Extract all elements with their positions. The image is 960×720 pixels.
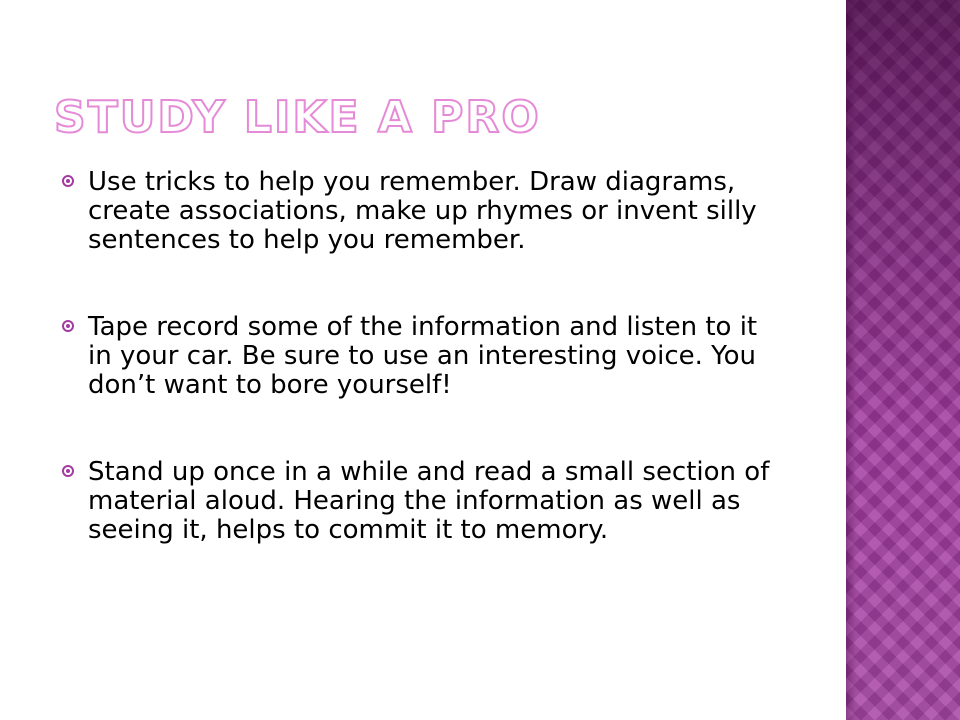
slide-title: STUDY LIKE A PRO bbox=[54, 92, 541, 143]
decorative-side-band bbox=[846, 0, 960, 720]
bullet-text: Use tricks to help you remember. Draw diagrams, create associations, make up rhymes or invent silly sentences to help you remember. bbox=[88, 167, 757, 255]
bullet-text: Stand up once in a while and read a small section of material aloud. Hearing the information as well as seeing it, helps to commit it to memory. bbox=[88, 457, 770, 545]
bullet-item bbox=[62, 313, 782, 400]
bullet-list bbox=[62, 168, 782, 545]
circled-dot-icon bbox=[62, 465, 74, 477]
bullet-item bbox=[62, 458, 782, 545]
circled-dot-icon bbox=[62, 320, 74, 332]
circled-dot-icon bbox=[62, 175, 74, 187]
bullet-text: Tape record some of the information and listen to it in your car. Be sure to use an interesting voice. You don’t want to bore yourself! bbox=[88, 312, 758, 400]
bullet-item bbox=[62, 168, 782, 255]
side-band-shadow bbox=[846, 0, 856, 720]
